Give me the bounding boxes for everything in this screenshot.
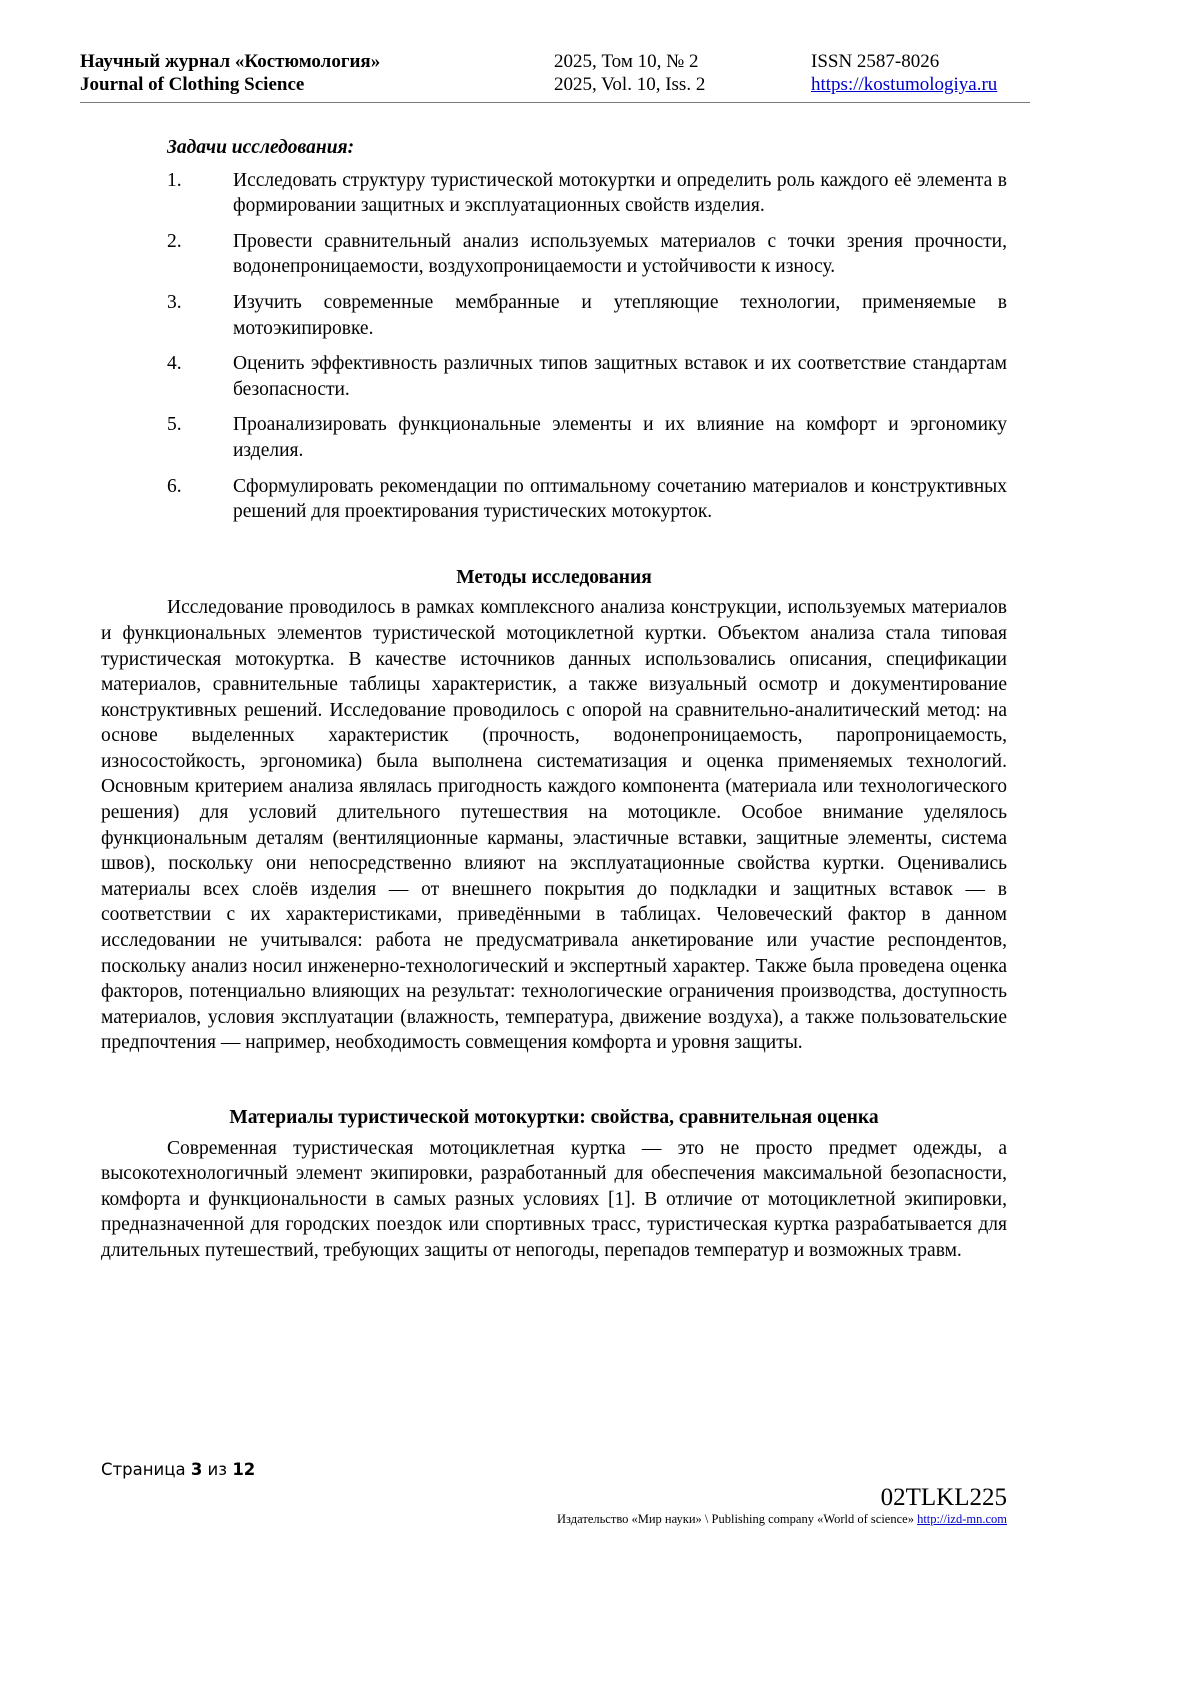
page-separator: из [202,1460,233,1479]
list-item-text: Изучить современные мембранные и утепляющие технологии, применяемые в мотоэкипировке. [233,291,1007,339]
list-item-text: Провести сравнительный анализ используемых материалов с точки зрения прочности, водонепроницаемости, воздухопроницаемости и устойчивости к износу. [233,230,1007,278]
materials-paragraph: Современная туристическая мотоциклетная куртка — это не просто предмет одежды, а высокотехнологичный элемент экипировки, разработанный для обеспечения максимальной безопасности, комфорта и функциональности в самых разных условиях [1]. В отличие от мотоциклетной экипировки, предназначенной для городских поездок или спортивных трасс, туристическая куртка разрабатывается для длительных путешествий, требующих защиты от непогоды, перепадов температур и возможных травм. [101,1137,1007,1261]
issn: ISSN 2587-8026 [811,51,940,72]
article-body [101,135,1007,1264]
publisher-link[interactable]: http://izd-mn.com [917,1512,1007,1526]
page-number [101,1460,255,1479]
tasks-list [167,168,1007,525]
methods-paragraph: Исследование проводилось в рамках комплексного анализа конструкции, используемых материалов и функциональных элементов туристической мотоциклетной куртки. Объектом анализа стала типовая туристическая мотокуртка. В качестве источников данных использовались описания, спецификации материалов, сравнительные таблицы характеристик, а также визуальный осмотр и документирование конструктивных решений. Исследование проводилось с опорой на сравнительно-аналитический метод: на основе выделенных характеристик (прочность, водонепроницаемость, паропроницаемость, износостойкость, эргономика) была выполнена систематизация и оценка применяемых технологий. Основным критерием анализа являлась пригодность каждого компонента (материала или технологического решения) для условий длительного путешествия на мотоцикле. Особое внимание уделялось функциональным деталям (вентиляционные карманы, эластичные вставки, защитные элементы, система швов), поскольку они непосредственно влияют на эксплуатационные свойства куртки. Оценивались материалы всех слоёв изделия — от внешнего покрытия до подкладки и защитных вставок — в соответствии с их характеристиками, приведёнными в таблицах. Человеческий фактор в данном исследовании не учитывался: работа не предусматривала анкетирование или участие респондентов, поскольку анализ носил инженерно-технологический и экспертный характер. Также была проведена оценка факторов, потенциально влияющих на результат: технологические ограничения производства, доступность материалов, условия эксплуатации (влажность, температура, движение воздуха), а также пользовательские предпочтения — например, необходимость совмещения комфорта и уровня защиты. [101,597,1007,1054]
list-item-number: 1. [167,169,182,191]
list-item-number: 5. [167,414,182,436]
issn-block [811,50,997,96]
list-item [167,412,1007,463]
document-code: 02TLKL225 [880,1484,1007,1511]
list-item [167,290,1007,341]
list-item-text: Исследовать структуру туристической мотокуртки и определить роль каждого её элемента в формировании защитных и эксплуатационных свойств изделия. [233,169,1007,217]
list-item-number: 4. [167,353,182,375]
journal-title-ru: Научный журнал «Костюмология» [80,51,381,72]
publisher-text: Издательство «Мир науки» \ Publishing company «World of science» [557,1512,918,1526]
list-item [167,351,1007,402]
page-total: 12 [232,1460,256,1479]
volume-block [554,50,705,96]
materials-heading: Материалы туристической мотокуртки: свойства, сравнительная оценка [229,1107,879,1128]
list-item-text: Оценить эффективность различных типов защитных вставок и их соответствие стандартам безопасности. [233,353,1007,400]
list-item [167,168,1007,219]
list-item [167,229,1007,280]
list-item-number: 2. [167,230,182,252]
journal-title-block [80,50,380,96]
publisher-line [557,1512,1007,1527]
journal-website-link[interactable]: https://kostumologiya.ru [811,74,998,95]
volume-en: 2025, Vol. 10, Iss. 2 [554,74,706,95]
journal-header [80,50,1030,103]
list-item-text: Проанализировать функциональные элементы и их влияние на комфорт и эргономику изделия. [233,414,1007,461]
journal-title-en: Journal of Clothing Science [80,74,305,95]
list-item-number: 6. [167,475,182,497]
list-item [167,474,1007,525]
page-current: 3 [190,1460,203,1479]
volume-ru: 2025, Том 10, № 2 [554,51,699,72]
methods-heading: Методы исследования [456,566,652,588]
list-item-number: 3. [167,291,182,313]
list-item-text: Сформулировать рекомендации по оптимальному сочетанию материалов и конструктивных решений для проектирования туристических мотокурток. [233,475,1007,523]
page-prefix: Страница [101,1460,191,1479]
tasks-title: Задачи исследования: [167,137,355,158]
